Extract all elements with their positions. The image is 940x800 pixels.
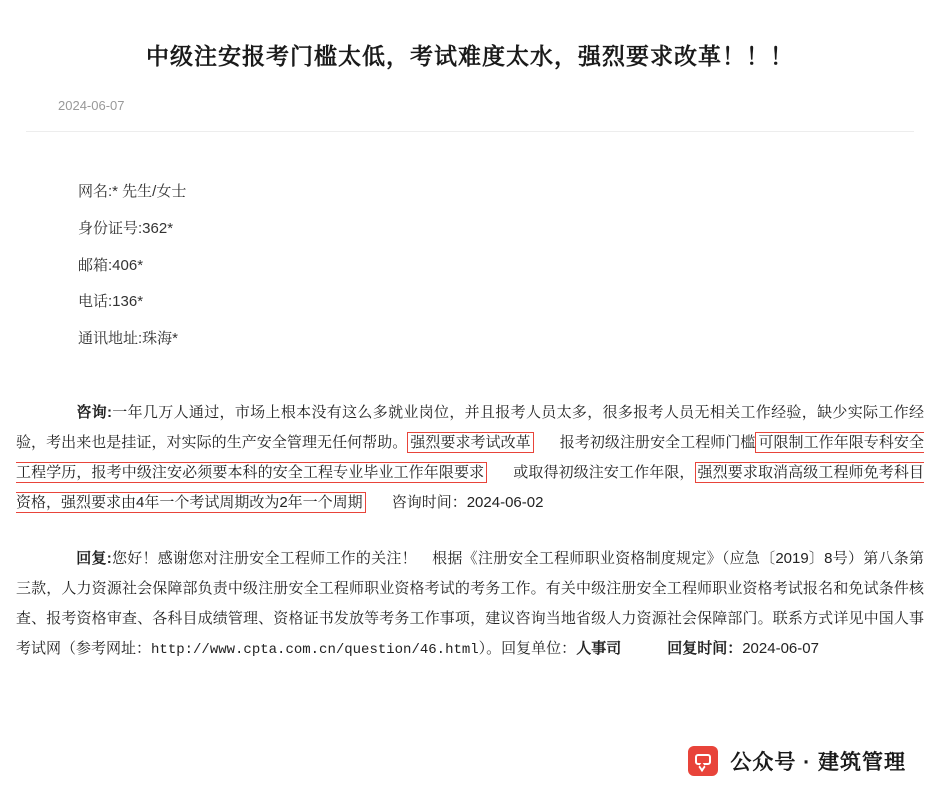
submitter-name-line [78, 174, 940, 211]
submitter-email-label: 邮箱: [78, 256, 113, 274]
submitter-info [0, 174, 940, 358]
submitter-phone-label: 电话: [78, 293, 113, 311]
header-divider [26, 131, 914, 132]
reply-unit: 人事司 [576, 639, 622, 657]
consult-highlight-2: 可限制工作年限专科安全工程学历，报考中级注安必须要本科的安全工程专业毕业工作年限要求 [16, 433, 924, 481]
submitter-name-label: 网名: [78, 183, 113, 201]
consult-time-label: 咨询时间： [391, 493, 467, 511]
submitter-address-value: 珠海* [142, 330, 179, 348]
consult-text-1: 一年几万人通过，市场上根本没有这么多就业岗位，并且报考人员太多，很多报考人员无相关工作经验，缺少实际工作经验，考出来也是挂证，对实际的生产安全管理无任何帮助。 [16, 403, 924, 451]
submitter-email-value: 406* [112, 256, 144, 274]
footer-brand [688, 746, 906, 776]
consult-time-value: 2024-06-02 [466, 493, 544, 511]
reply-time-label: 回复时间： [667, 639, 743, 657]
reply-paragraph [16, 544, 924, 664]
reply-text: 您好！感谢您对注册安全工程师工作的关注！ 根据《注册安全工程师职业资格制度规定》（应急〔2019〕8号）第八条第三款，人力资源社会保障部负责中级注册安全工程师职业资格考试的考务工作。有关中级注册安全工程师职业资格考试报名和免试条件核查、报考资格审查、各科目成绩管理、资格证书发放等考务工作事项，建议咨询当地省级人力资源社会保障部门。联系方式详见中国人事考试网（参考网址： [16, 549, 924, 657]
reply-time-value: 2024-06-07 [742, 639, 819, 657]
reply-label: 回复: [76, 549, 112, 567]
submitter-phone-line [78, 284, 940, 321]
submitter-address-line [78, 321, 940, 358]
submitter-id-label: 身份证号: [78, 219, 143, 237]
reply-url[interactable]: http://www.cpta.com.cn/question/46.html [151, 641, 479, 658]
brand-label: 公众号 · 建筑管理 [730, 751, 906, 774]
consult-text-3: 或取得初级注安工作年限， [513, 463, 695, 481]
consult-label: 咨询: [76, 403, 112, 421]
submitter-id-value: 362* [142, 219, 174, 237]
submitter-name-value: * 先生/女士 [112, 183, 187, 201]
consult-highlight-1: 强烈要求考试改革 [407, 432, 533, 453]
wechat-official-account-icon [688, 746, 718, 776]
content-body [0, 398, 940, 664]
consult-highlight-3: 强烈要求取消高级工程师免考科目资格，强烈要求由4年一个考试周期改为2年一个周期 [16, 463, 924, 511]
submitter-email-line [78, 248, 940, 285]
consult-text-2: 报考初级注册安全工程师门槛 [559, 433, 756, 451]
page-title: 中级注安报考门槛太低，考试难度太水，强烈要求改革！！！ [146, 43, 794, 69]
submitter-address-label: 通讯地址: [78, 330, 143, 348]
consult-paragraph [16, 398, 924, 518]
submitter-id-line [78, 211, 940, 248]
reply-text-after-url: ）。回复单位： [478, 639, 577, 657]
publish-date: 2024-06-07 [58, 98, 125, 114]
submitter-phone-value: 136* [112, 293, 144, 311]
